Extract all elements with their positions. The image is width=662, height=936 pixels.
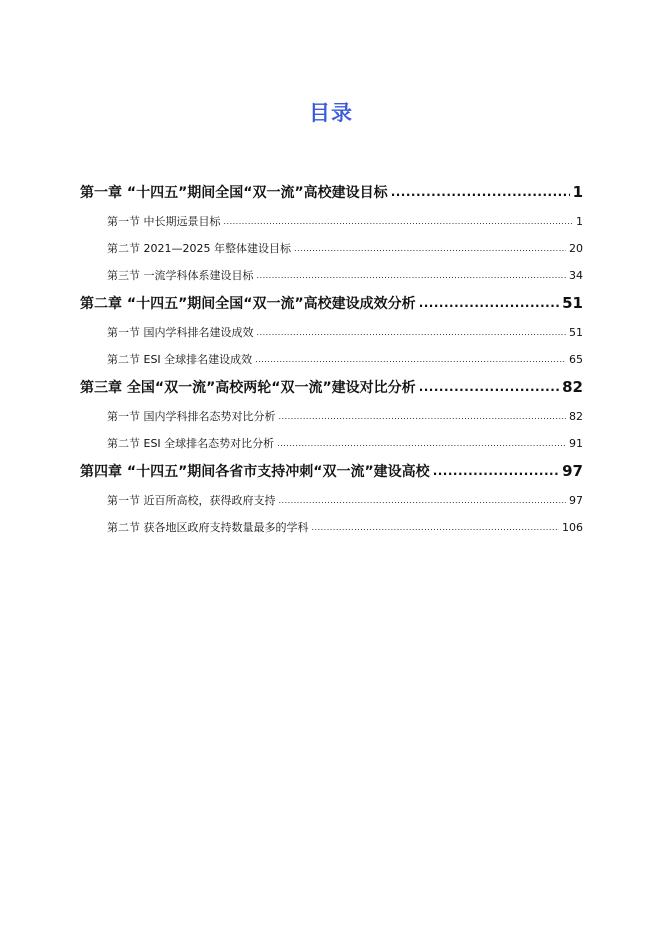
toc-page-number: 82 <box>562 378 583 396</box>
toc-page-number: 97 <box>562 462 583 480</box>
dot-leader <box>257 319 567 346</box>
toc-section-1-2[interactable] <box>80 235 583 262</box>
toc-entry-label: 第二节 ESI 全球排名态势对比分析 <box>107 437 275 450</box>
toc-entry-label: 第三章 全国“双一流”高校两轮“双一流”建设对比分析 <box>80 380 416 396</box>
dot-leader <box>294 235 566 262</box>
toc-page-number: 65 <box>569 353 583 366</box>
toc-section-4-2[interactable] <box>80 514 583 541</box>
dot-leader <box>433 457 559 485</box>
toc-chapter-1[interactable] <box>80 178 583 206</box>
toc-entry-label: 第三节 一流学科体系建设目标 <box>107 269 254 282</box>
toc-page-number: 1 <box>572 183 583 201</box>
toc-page-number: 91 <box>569 437 583 450</box>
toc-entry-label: 第一章 “十四五”期间全国“双一流”高校建设目标 <box>80 185 388 201</box>
toc-page-number: 20 <box>569 242 583 255</box>
dot-leader <box>277 430 566 457</box>
toc-page-number: 1 <box>576 215 583 228</box>
toc-chapter-3[interactable] <box>80 373 583 401</box>
dot-leader <box>312 514 560 541</box>
toc-section-3-1[interactable] <box>80 403 583 430</box>
toc-title: 目录 <box>309 101 353 125</box>
toc-page-number: 34 <box>569 269 583 282</box>
dot-leader <box>279 403 567 430</box>
dot-leader <box>279 487 567 514</box>
dot-leader <box>391 178 570 206</box>
toc-page-number: 51 <box>562 294 583 312</box>
dot-leader <box>257 262 567 289</box>
toc-entry-label: 第二节 获各地区政府支持数量最多的学科 <box>107 521 309 534</box>
dot-leader <box>224 208 574 235</box>
toc-entry-label: 第四章 “十四五”期间各省市支持冲刺“双一流”建设高校 <box>80 464 430 480</box>
dot-leader <box>419 373 559 401</box>
toc-section-4-1[interactable] <box>80 487 583 514</box>
toc-entry-label: 第二章 “十四五”期间全国“双一流”高校建设成效分析 <box>80 296 416 312</box>
toc-entry-label: 第二节 2021—2025 年整体建设目标 <box>107 242 291 255</box>
toc-page-number: 82 <box>569 410 583 423</box>
toc-entry-label: 第一节 国内学科排名建设成效 <box>107 326 254 339</box>
toc-entry-label: 第一节 国内学科排名态势对比分析 <box>107 410 276 423</box>
table-of-contents <box>80 178 583 541</box>
dot-leader <box>255 346 566 373</box>
dot-leader <box>419 289 559 317</box>
toc-page-number: 97 <box>569 494 583 507</box>
toc-entry-label: 第二节 ESI 全球排名建设成效 <box>107 353 253 366</box>
toc-entry-label: 第一节 中长期远景目标 <box>107 215 221 228</box>
toc-chapter-2[interactable] <box>80 289 583 317</box>
toc-entry-label: 第一节 近百所高校，获得政府支持 <box>107 494 276 507</box>
toc-page-number: 51 <box>569 326 583 339</box>
toc-section-3-2[interactable] <box>80 430 583 457</box>
toc-chapter-4[interactable] <box>80 457 583 485</box>
toc-section-2-1[interactable] <box>80 319 583 346</box>
toc-section-1-1[interactable] <box>80 208 583 235</box>
toc-section-1-3[interactable] <box>80 262 583 289</box>
toc-section-2-2[interactable] <box>80 346 583 373</box>
toc-page-number: 106 <box>562 521 583 534</box>
